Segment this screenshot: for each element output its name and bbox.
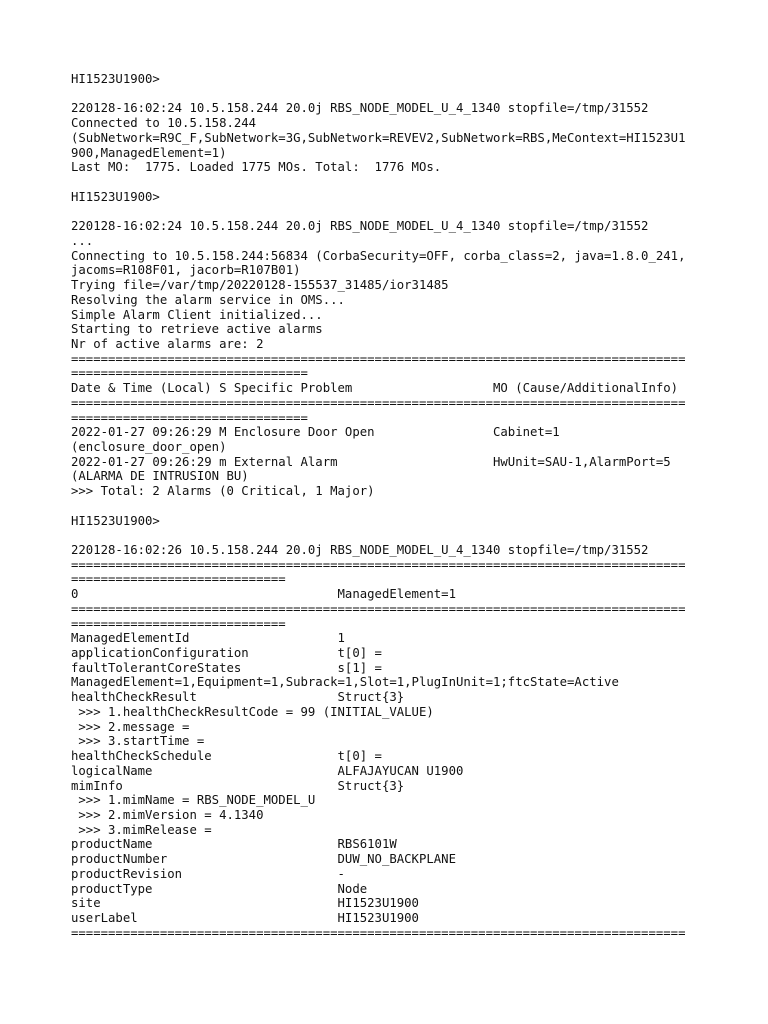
terminal-line: Starting to retrieve active alarms xyxy=(71,322,323,337)
blank-line xyxy=(71,528,711,543)
terminal-line: ================================ xyxy=(71,410,308,425)
terminal-line: 900,ManagedElement=1) xyxy=(71,145,227,160)
terminal-line: >>> 1.mimName = RBS_NODE_MODEL_U xyxy=(71,793,316,808)
terminal-line: jacoms=R108F01, jacorb=R107B01) xyxy=(71,263,301,278)
terminal-line: ============================= xyxy=(71,572,286,587)
terminal-line: applicationConfiguration t[0] = xyxy=(71,646,382,661)
terminal-line: HI1523U1900> xyxy=(71,189,160,204)
blank-line xyxy=(71,175,711,190)
terminal-line: ManagedElement=1,Equipment=1,Subrack=1,Slot=1,PlugInUnit=1;ftcState=Active xyxy=(71,675,619,690)
terminal-line: =================================================================================== xyxy=(71,925,686,940)
terminal-line: 220128-16:02:26 10.5.158.244 20.0j RBS_NODE_MODEL_U_4_1340 stopfile=/tmp/31552 xyxy=(71,543,649,557)
terminal-line: >>> 2.message = xyxy=(71,719,190,734)
terminal-line: userLabel HI1523U1900 xyxy=(71,910,419,925)
terminal-output xyxy=(71,72,711,940)
terminal-line: >>> 1.healthCheckResultCode = 99 (INITIAL_VALUE) xyxy=(71,704,434,719)
blank-line xyxy=(71,499,711,514)
terminal-line: (ALARMA DE INTRUSION BU) xyxy=(71,469,249,484)
terminal-line: (SubNetwork=R9C_F,SubNetwork=3G,SubNetwork=REVEV2,SubNetwork=RBS,MeContext=HI1523U1 xyxy=(71,130,686,145)
terminal-line: Connected to 10.5.158.244 xyxy=(71,116,257,131)
terminal-line: productType Node xyxy=(71,881,368,896)
terminal-line: HI1523U1900> xyxy=(71,513,160,528)
terminal-line: =================================================================================== xyxy=(71,351,686,366)
terminal-line: ============================= xyxy=(71,616,286,631)
terminal-line: (enclosure_door_open) xyxy=(71,439,227,454)
terminal-line: Last MO: 1775. Loaded 1775 MOs. Total: 1776 MOs. xyxy=(71,160,442,175)
terminal-line: site HI1523U1900 xyxy=(71,896,419,911)
terminal-line: faultTolerantCoreStates s[1] = xyxy=(71,660,382,675)
blank-line xyxy=(71,87,711,102)
terminal-line: 220128-16:02:24 10.5.158.244 20.0j RBS_NODE_MODEL_U_4_1340 stopfile=/tmp/31552 xyxy=(71,219,649,234)
terminal-line: =================================================================================== xyxy=(71,395,686,410)
terminal-line: ================================ xyxy=(71,366,308,381)
terminal-line: Simple Alarm Client initialized... xyxy=(71,307,323,322)
terminal-line: Resolving the alarm service in OMS... xyxy=(71,292,345,307)
terminal-line: =================================================================================== xyxy=(71,601,686,616)
terminal-line: 2022-01-27 09:26:29 M Enclosure Door Open Cabinet=1 xyxy=(71,425,560,440)
terminal-line: 220128-16:02:24 10.5.158.244 20.0j RBS_NODE_MODEL_U_4_1340 stopfile=/tmp/31552 xyxy=(71,101,649,116)
terminal-line: mimInfo Struct{3} xyxy=(71,778,405,793)
terminal-line: productName RBS6101W xyxy=(71,837,397,852)
terminal-line: productNumber DUW_NO_BACKPLANE xyxy=(71,852,456,867)
terminal-line: =================================================================================== xyxy=(71,557,686,572)
terminal-line: 0 ManagedElement=1 xyxy=(71,587,456,602)
terminal-line: HI1523U1900> xyxy=(71,72,160,86)
terminal-line: Trying file=/var/tmp/20220128-155537_31485/ior31485 xyxy=(71,278,449,293)
blank-line xyxy=(71,204,711,219)
terminal-line: productRevision - xyxy=(71,866,345,881)
terminal-line: healthCheckSchedule t[0] = xyxy=(71,749,382,764)
terminal-line: logicalName ALFAJAYUCAN U1900 xyxy=(71,763,464,778)
terminal-line: >>> 3.mimRelease = xyxy=(71,822,212,837)
terminal-line: 2022-01-27 09:26:29 m External Alarm HwUnit=SAU-1,AlarmPort=5 xyxy=(71,454,671,469)
terminal-line: >>> Total: 2 Alarms (0 Critical, 1 Major) xyxy=(71,484,375,499)
terminal-line: >>> 3.startTime = xyxy=(71,734,205,749)
terminal-line: Nr of active alarms are: 2 xyxy=(71,336,264,351)
terminal-line: >>> 2.mimVersion = 4.1340 xyxy=(71,807,264,822)
terminal-line: Connecting to 10.5.158.244:56834 (CorbaSecurity=OFF, corba_class=2, java=1.8.0_241, xyxy=(71,248,686,263)
terminal-line: Date & Time (Local) S Specific Problem MO (Cause/AdditionalInfo) xyxy=(71,381,679,396)
terminal-line: ... xyxy=(71,233,94,248)
terminal-line: healthCheckResult Struct{3} xyxy=(71,690,405,705)
terminal-line: ManagedElementId 1 xyxy=(71,631,345,646)
